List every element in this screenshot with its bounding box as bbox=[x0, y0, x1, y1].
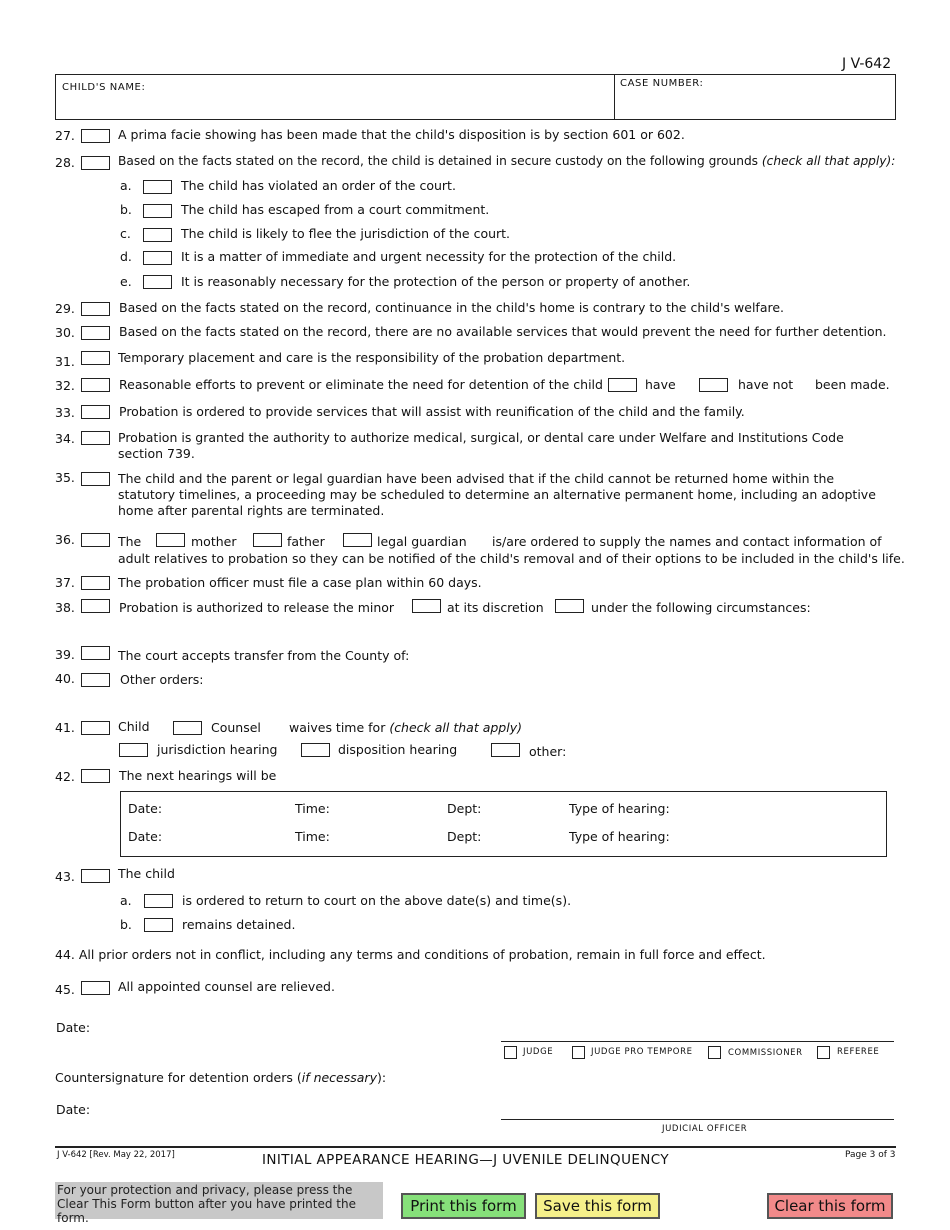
item-28e-checkbox[interactable] bbox=[143, 275, 172, 289]
item-43b-text: remains detained. bbox=[182, 917, 296, 932]
item-30-checkbox[interactable] bbox=[81, 326, 110, 340]
item-30-text: Based on the facts stated on the record, there are no available services that would prevent the need for further detention. bbox=[119, 324, 887, 339]
item-28c-letter: c. bbox=[120, 226, 131, 241]
item-36-father-label: father bbox=[287, 534, 325, 549]
referee-label: REFEREE bbox=[837, 1047, 880, 1057]
item-36-mother-checkbox[interactable] bbox=[156, 533, 185, 547]
item-36-line1-tail: is/are ordered to supply the names and contact information of bbox=[492, 534, 882, 549]
countersignature-text: Countersignature for detention orders ( bbox=[55, 1070, 302, 1085]
item-44-text: All prior orders not in conflict, including any terms and conditions of probation, remain in full force and effect. bbox=[78, 947, 766, 962]
officer-line bbox=[501, 1119, 894, 1120]
item-41-waives-text: waives time for bbox=[289, 720, 390, 735]
referee-checkbox[interactable] bbox=[817, 1046, 830, 1059]
save-form-button[interactable]: Save this form bbox=[535, 1193, 660, 1219]
item-38-circumstances-checkbox[interactable] bbox=[555, 599, 584, 613]
item-31-checkbox[interactable] bbox=[81, 351, 110, 365]
privacy-notice: For your protection and privacy, please press the Clear This Form button after you have printed the form. bbox=[55, 1182, 383, 1219]
item-36-the: The bbox=[118, 534, 142, 549]
item-34-text: Probation is granted the authority to authorize medical, surgical, or dental care under Welfare and Institutions Code section 739. bbox=[118, 430, 844, 461]
item-36-checkbox[interactable] bbox=[81, 533, 110, 547]
item-45-number: 45. bbox=[55, 982, 75, 997]
item-28b-letter: b. bbox=[120, 202, 132, 217]
item-43-checkbox[interactable] bbox=[81, 869, 110, 883]
item-43-text: The child bbox=[118, 866, 175, 881]
date-label: Date: bbox=[56, 1020, 91, 1035]
item-34-checkbox[interactable] bbox=[81, 431, 110, 445]
item-33-text: Probation is ordered to provide services that will assist with reunification of the child and the family. bbox=[119, 404, 745, 419]
print-form-button[interactable]: Print this form bbox=[401, 1193, 526, 1219]
item-28-checkbox[interactable] bbox=[81, 156, 110, 170]
item-28d-checkbox[interactable] bbox=[143, 251, 172, 265]
item-38-discretion-label: at its discretion bbox=[447, 600, 544, 615]
item-28a-text: The child has violated an order of the court. bbox=[181, 178, 456, 193]
hearing-row1-dept: Dept: bbox=[447, 801, 482, 816]
item-27-checkbox[interactable] bbox=[81, 129, 110, 143]
item-41-emph: (check all that apply) bbox=[389, 720, 522, 735]
item-38-circumstances-label: under the following circumstances: bbox=[591, 600, 811, 615]
item-36-mother-label: mother bbox=[191, 534, 237, 549]
item-36-line2: adult relatives to probation so they can be notified of the child's removal and of their options to be included in the child's life. bbox=[118, 551, 905, 566]
item-28e-text: It is reasonably necessary for the protection of the person or property of another. bbox=[181, 274, 691, 289]
item-32-have-checkbox[interactable] bbox=[608, 378, 637, 392]
item-28c-text: The child is likely to flee the jurisdiction of the court. bbox=[181, 226, 511, 241]
footer-title: INITIAL APPEARANCE HEARING—J UVENILE DELINQUENCY bbox=[262, 1152, 670, 1168]
hearing-row2-type: Type of hearing: bbox=[569, 829, 670, 844]
item-41-other-label: other: bbox=[529, 744, 567, 759]
item-28-number: 28. bbox=[55, 155, 75, 170]
judge-checkbox[interactable] bbox=[504, 1046, 517, 1059]
item-35-text: The child and the parent or legal guardian have been advised that if the child cannot be returned home within the statutory timelines, a proceeding may be scheduled to determine an alternative permanent home, including an adoptive home after parental rights are terminated. bbox=[118, 471, 876, 518]
item-29-text: Based on the facts stated on the record, continuance in the child's home is contrary to the child's welfare. bbox=[119, 300, 785, 315]
item-32-have-not-label: have not bbox=[738, 377, 794, 392]
item-41-number: 41. bbox=[55, 720, 75, 735]
signature-line bbox=[501, 1041, 894, 1042]
item-31-number: 31. bbox=[55, 354, 75, 369]
commissioner-checkbox[interactable] bbox=[708, 1046, 721, 1059]
item-29-number: 29. bbox=[55, 301, 75, 316]
item-36-number: 36. bbox=[55, 532, 75, 547]
hearing-row1-date: Date: bbox=[128, 801, 163, 816]
item-29-checkbox[interactable] bbox=[81, 302, 110, 316]
item-28d-letter: d. bbox=[120, 249, 132, 264]
hearing-row2-dept: Dept: bbox=[447, 829, 482, 844]
item-27-number: 27. bbox=[55, 128, 75, 143]
item-30-number: 30. bbox=[55, 325, 75, 340]
item-41-jurisdiction-checkbox[interactable] bbox=[119, 743, 148, 757]
item-32-tail: been made. bbox=[815, 377, 890, 392]
item-28b-checkbox[interactable] bbox=[143, 204, 172, 218]
item-36-father-checkbox[interactable] bbox=[253, 533, 282, 547]
countersignature-end: ): bbox=[376, 1070, 387, 1085]
clear-form-button[interactable]: Clear this form bbox=[767, 1193, 893, 1219]
form-id: J V-642 bbox=[842, 56, 892, 72]
item-39-checkbox[interactable] bbox=[81, 646, 110, 660]
item-44-number: 44. bbox=[55, 947, 75, 962]
item-32-have-label: have bbox=[645, 377, 676, 392]
item-43a-checkbox[interactable] bbox=[144, 894, 173, 908]
item-40-number: 40. bbox=[55, 671, 75, 686]
item-28d-text: It is a matter of immediate and urgent necessity for the protection of the child. bbox=[181, 249, 677, 264]
item-37-number: 37. bbox=[55, 575, 75, 590]
item-41-disposition-checkbox[interactable] bbox=[301, 743, 330, 757]
item-28e-letter: e. bbox=[120, 274, 132, 289]
item-41-waives bbox=[289, 720, 522, 735]
item-28a-letter: a. bbox=[120, 178, 132, 193]
item-44 bbox=[55, 947, 766, 962]
item-31-text: Temporary placement and care is the responsibility of the probation department. bbox=[118, 350, 626, 365]
header-divider bbox=[614, 74, 615, 120]
child-name-field[interactable] bbox=[58, 96, 608, 116]
item-41-checkbox[interactable] bbox=[81, 721, 110, 735]
item-41-counsel-checkbox[interactable] bbox=[173, 721, 202, 735]
item-28-main: Based on the facts stated on the record, the child is detained in secure custody on the following grounds bbox=[118, 154, 762, 168]
item-32-text: Reasonable efforts to prevent or eliminate the need for detention of the child bbox=[119, 377, 603, 392]
item-35-checkbox[interactable] bbox=[81, 472, 110, 486]
item-33-number: 33. bbox=[55, 405, 75, 420]
item-32-have-not-checkbox[interactable] bbox=[699, 378, 728, 392]
item-37-text: The probation officer must file a case plan within 60 days. bbox=[118, 575, 482, 590]
item-33-checkbox[interactable] bbox=[81, 405, 110, 419]
item-38-discretion-checkbox[interactable] bbox=[412, 599, 441, 613]
item-41-other-checkbox[interactable] bbox=[491, 743, 520, 757]
item-41-child-label: Child bbox=[118, 719, 150, 734]
commissioner-label: COMMISSIONER bbox=[728, 1048, 803, 1058]
item-43b-letter: b. bbox=[120, 917, 132, 932]
item-28-text bbox=[118, 154, 895, 168]
item-42-number: 42. bbox=[55, 769, 75, 784]
item-36-guardian-checkbox[interactable] bbox=[343, 533, 372, 547]
item-28-emph: (check all that apply): bbox=[761, 154, 896, 168]
item-43a-letter: a. bbox=[120, 893, 132, 908]
item-28c-checkbox[interactable] bbox=[143, 228, 172, 242]
child-name-label: CHILD'S NAME: bbox=[62, 82, 146, 93]
judge-pro-tem-label: JUDGE PRO TEMPORE bbox=[591, 1047, 693, 1057]
item-43-number: 43. bbox=[55, 869, 75, 884]
case-number-field[interactable] bbox=[618, 94, 890, 116]
footer-rev: J V-642 [Rev. May 22, 2017] bbox=[57, 1150, 175, 1160]
hearing-row1-time: Time: bbox=[295, 801, 330, 816]
item-35-number: 35. bbox=[55, 470, 75, 485]
hearing-row2-date: Date: bbox=[128, 829, 163, 844]
hearing-row1-type: Type of hearing: bbox=[569, 801, 670, 816]
item-41-jurisdiction-label: jurisdiction hearing bbox=[157, 742, 278, 757]
item-32-checkbox[interactable] bbox=[81, 378, 110, 392]
item-34-number: 34. bbox=[55, 431, 75, 446]
item-36-guardian-label: legal guardian bbox=[377, 534, 467, 549]
judicial-officer-label: JUDICIAL OFFICER bbox=[662, 1124, 748, 1134]
item-42-checkbox[interactable] bbox=[81, 769, 110, 783]
hearing-table bbox=[120, 791, 887, 857]
item-38-checkbox[interactable] bbox=[81, 599, 110, 613]
item-42-text: The next hearings will be bbox=[119, 768, 277, 783]
item-28b-text: The child has escaped from a court commitment. bbox=[181, 202, 490, 217]
case-number-label: CASE NUMBER: bbox=[620, 78, 704, 89]
item-40-text: Other orders: bbox=[120, 672, 204, 687]
item-41-disposition-label: disposition hearing bbox=[338, 742, 458, 757]
item-39-text: The court accepts transfer from the County of: bbox=[118, 648, 410, 663]
item-45-checkbox[interactable] bbox=[81, 981, 110, 995]
item-45-text: All appointed counsel are relieved. bbox=[118, 979, 335, 994]
item-38-number: 38. bbox=[55, 600, 75, 615]
item-40-checkbox[interactable] bbox=[81, 673, 110, 687]
item-41-counsel-label: Counsel bbox=[211, 720, 261, 735]
item-37-checkbox[interactable] bbox=[81, 576, 110, 590]
footer-rule bbox=[55, 1146, 896, 1148]
date2-label: Date: bbox=[56, 1102, 91, 1117]
hearing-row2-time: Time: bbox=[295, 829, 330, 844]
item-43b-checkbox[interactable] bbox=[144, 918, 173, 932]
footer-page: Page 3 of 3 bbox=[845, 1150, 896, 1160]
item-38-text: Probation is authorized to release the minor bbox=[119, 600, 395, 615]
item-32-number: 32. bbox=[55, 378, 75, 393]
item-43a-text: is ordered to return to court on the above date(s) and time(s). bbox=[182, 893, 572, 908]
countersignature-emph: if necessary bbox=[301, 1070, 377, 1085]
item-28a-checkbox[interactable] bbox=[143, 180, 172, 194]
judge-label: JUDGE bbox=[523, 1047, 554, 1057]
judge-pro-tem-checkbox[interactable] bbox=[572, 1046, 585, 1059]
item-39-number: 39. bbox=[55, 647, 75, 662]
item-27-text: A prima facie showing has been made that the child's disposition is by section 601 or 602. bbox=[118, 127, 685, 142]
countersignature-label bbox=[55, 1070, 386, 1085]
